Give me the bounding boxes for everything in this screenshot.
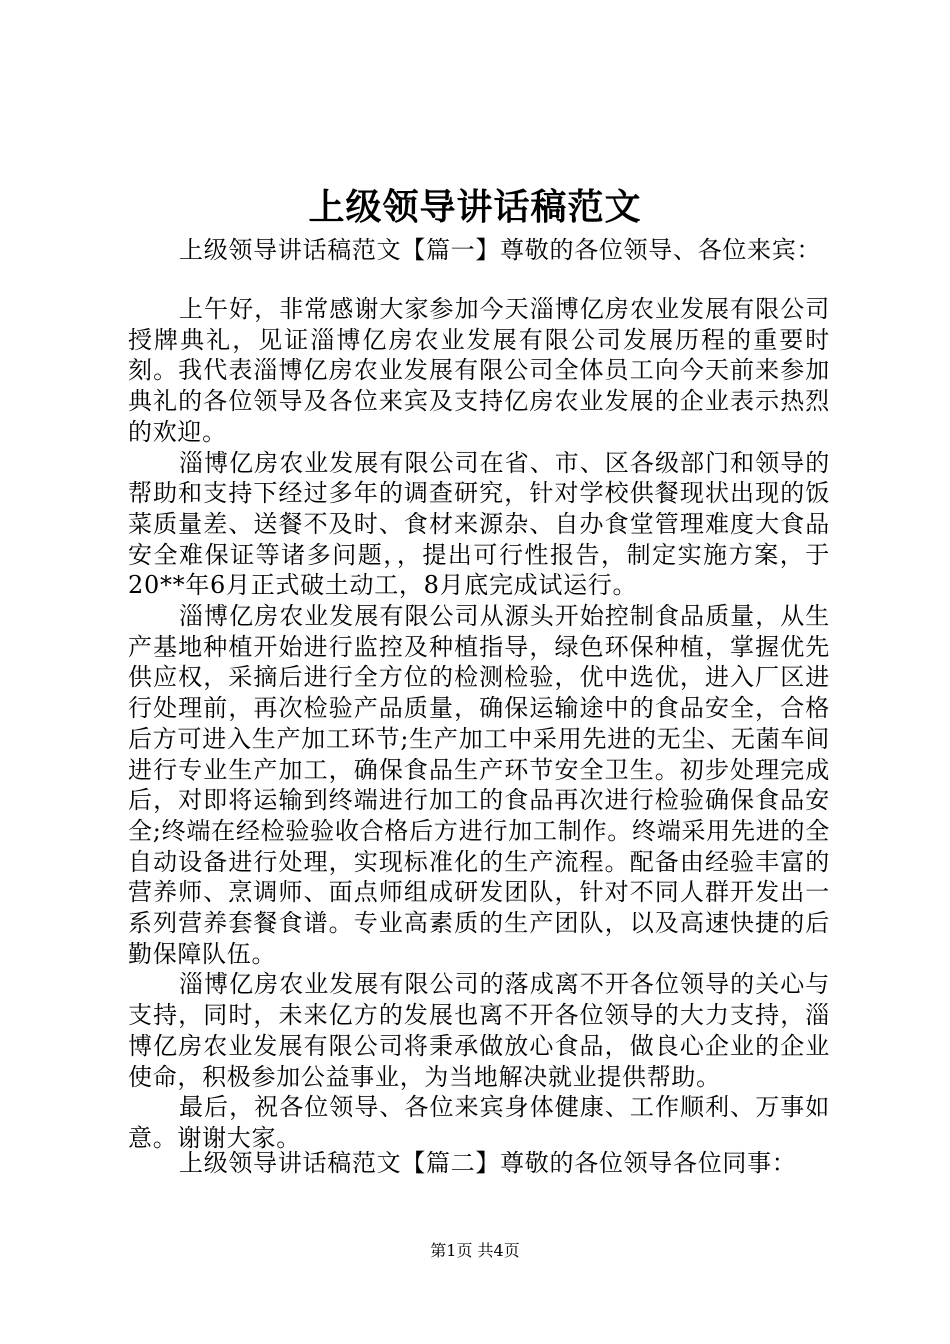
section-two-heading: 上级领导讲话稿范文【篇二】尊敬的各位领导各位同事： — [179, 1149, 797, 1177]
body-paragraphs — [128, 294, 830, 1154]
document-title: 上级领导讲话稿范文 — [308, 186, 642, 228]
page-number: 第1页 共4页 — [430, 1241, 520, 1260]
paragraph-gratitude: 淄博亿房农业发展有限公司的落成离不开各位领导的关心与支持，同时，未来亿方的发展也离不开各位领导的大力支持，淄博亿房农业发展有限公司将秉承做放心食品，做良心企业的企业使命，积极参加公益事业，为当地解决就业提供帮助。 — [128, 970, 830, 1091]
paragraph-greeting: 上午好，非常感谢大家参加今天淄博亿房农业发展有限公司授牌典礼，见证淄博亿房农业发展有限公司发展历程的重要时刻。我代表淄博亿房农业发展有限公司全体员工向今天前来参加典礼的各位领导及各位来宾及支持亿房农业发展的企业表示热烈的欢迎。 — [128, 295, 830, 446]
paragraph-quality-control: 淄博亿房农业发展有限公司从源头开始控制食品质量，从生产基地种植开始进行监控及种植指导，绿色环保种植，掌握优先供应权，采摘后进行全方位的检测检验，优中选优，进入厂区进行处理前，再次检验产品质量，确保运输途中的食品安全，合格后方可进入生产加工环节;生产加工中采用先进的无尘、无菌车间进行专业生产加工，确保食品生产环节安全卫生。初步处理完成后，对即将运输到终端进行加工的食品再次进行检验确保食品安全;终端在经检验验收合格后方进行加工制作。终端采用先进的全自动设备进行处理，实现标准化的生产流程。配备由经验丰富的营养师、烹调师、面点师组成研发团队，针对不同人群开发出一系列营养套餐食谱。专业高素质的生产团队，以及高速快捷的后勤保障队伍。 — [128, 602, 830, 968]
intro-line: 上级领导讲话稿范文【篇一】尊敬的各位领导、各位来宾： — [179, 236, 822, 264]
paragraph-closing: 最后，祝各位领导、各位来宾身体健康、工作顺利、万事如意。谢谢大家。 — [128, 1093, 830, 1152]
paragraph-background: 淄博亿房农业发展有限公司在省、市、区各级部门和领导的帮助和支持下经过多年的调查研究，针对学校供餐现状出现的饭菜质量差、送餐不及时、食材来源杂、自办食堂管理难度大食品安全难保证等诸多问题，，提出可行性报告，制定实施方案，于20**年6月正式破土动工，8月底完成试运行。 — [128, 448, 830, 600]
